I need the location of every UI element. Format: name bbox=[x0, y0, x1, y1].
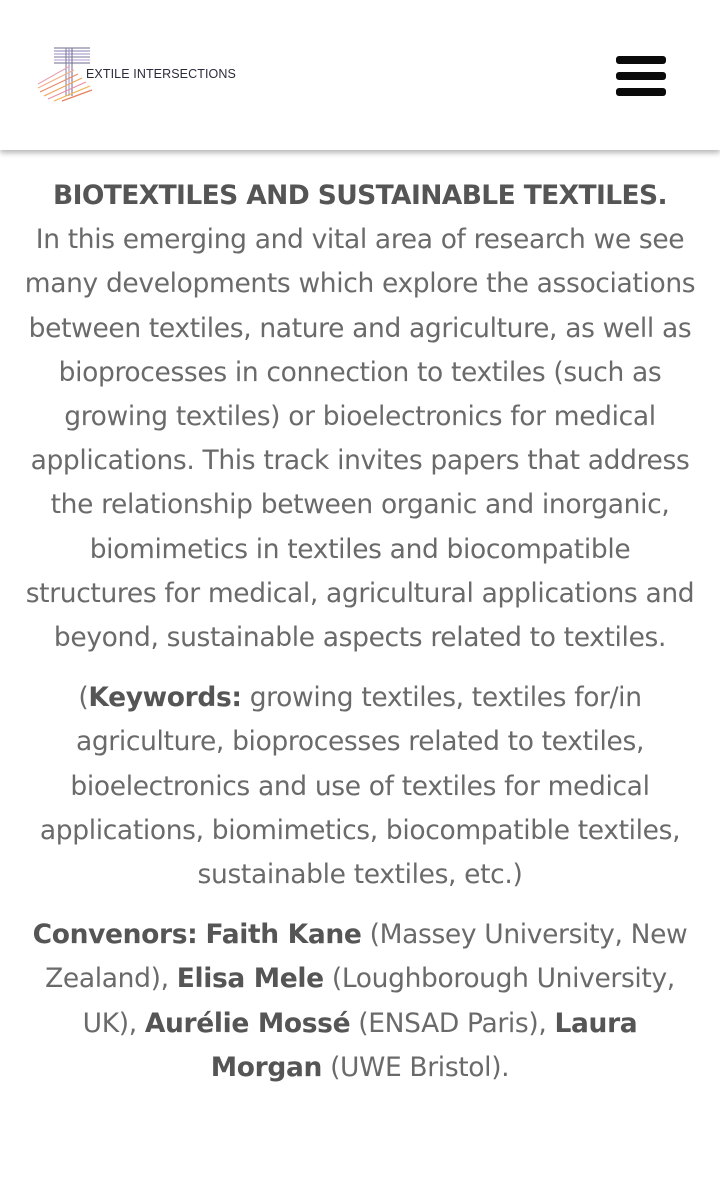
convenor-affiliation: (ENSAD Paris), bbox=[350, 1007, 555, 1039]
logo-wordmark: EXTILE INTERSECTIONS bbox=[86, 67, 236, 81]
convenor-name: Elisa Mele bbox=[176, 963, 324, 995]
site-logo[interactable] bbox=[36, 44, 236, 102]
hamburger-menu-icon bbox=[616, 72, 666, 80]
keywords-paragraph bbox=[24, 676, 696, 897]
convenor-affiliation: (UWE Bristol). bbox=[322, 1051, 510, 1083]
convenor-name: Faith Kane bbox=[205, 919, 362, 951]
site-header bbox=[0, 0, 720, 150]
convenor-name: Laura Morgan bbox=[210, 1007, 638, 1083]
hamburger-menu-button[interactable] bbox=[612, 52, 670, 102]
keywords-open-paren: ( bbox=[78, 682, 89, 714]
keywords-text: growing textiles, textiles for/in agriculture, bioprocesses related to textiles, bioelectronics and use of textiles for medical applications, biomimetics, biocompatible textiles, sustainable textiles, etc.) bbox=[39, 682, 681, 891]
track-content bbox=[24, 174, 696, 1090]
track-description: In this emerging and vital area of research we see many developments which explore the associations between textiles, nature and agriculture, as well as bioprocesses in connection to textiles (such as growing textiles) or bioelectronics for medical applications. This track invites papers that address the relationship between organic and inorganic, biomimetics in textiles and biocompatible structures for medical, agricultural applications and beyond, sustainable aspects related to textiles. bbox=[24, 224, 696, 654]
track-block bbox=[24, 174, 696, 660]
convenor-affiliation: (Loughborough University, UK), bbox=[82, 963, 675, 1039]
convenor-name: Aurélie Mossé bbox=[144, 1007, 351, 1039]
keywords-label: Keywords: bbox=[88, 682, 242, 714]
hamburger-menu-icon bbox=[616, 56, 666, 64]
convenor-affiliation: (Massey University, New Zealand), bbox=[45, 919, 688, 995]
track-title: BIOTEXTILES AND SUSTAINABLE TEXTILES. bbox=[52, 180, 667, 211]
convenors-paragraph bbox=[24, 913, 696, 1090]
hamburger-menu-icon bbox=[616, 88, 666, 96]
convenors-label: Convenors: bbox=[32, 919, 198, 951]
